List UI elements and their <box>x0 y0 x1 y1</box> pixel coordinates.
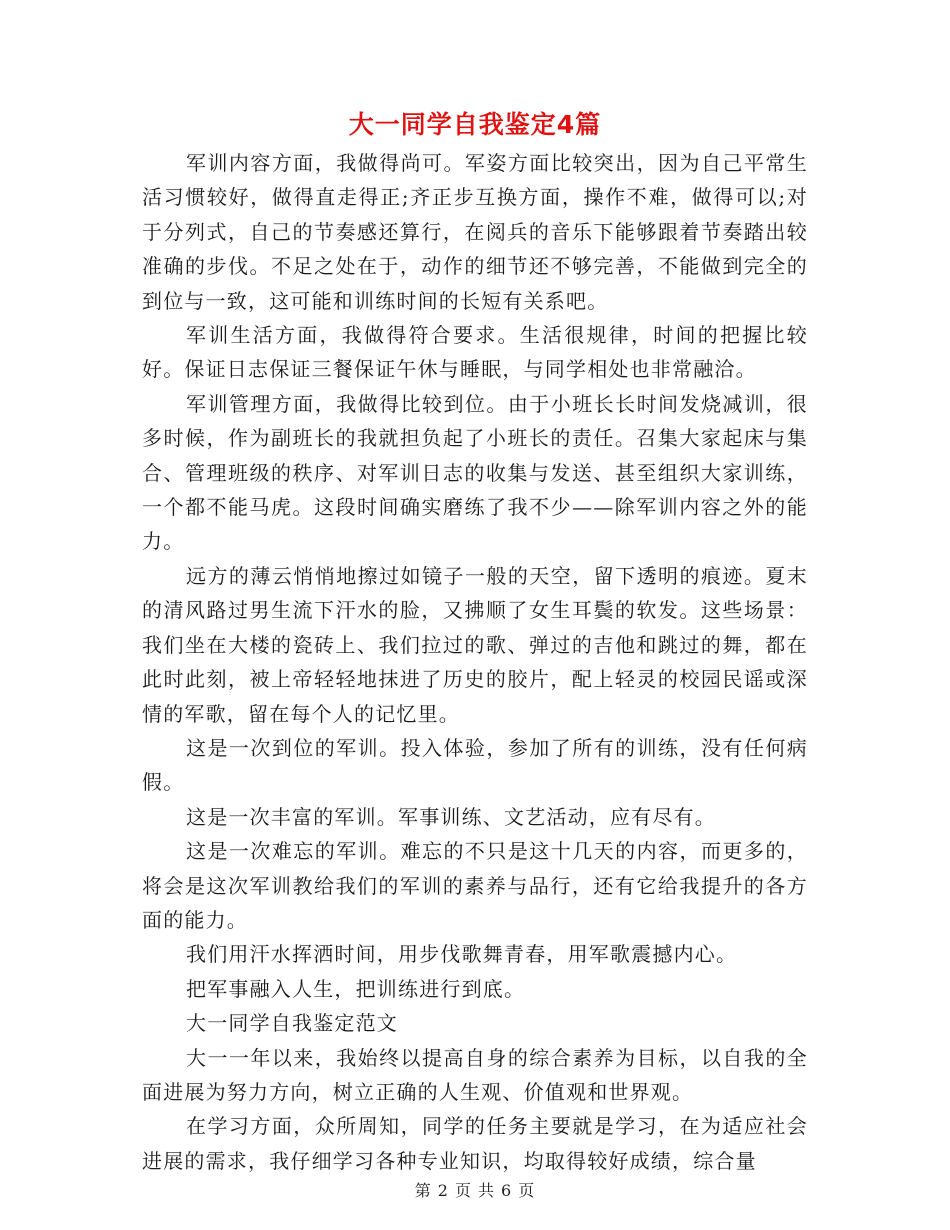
paragraph: 这是一次到位的军训。投入体验，参加了所有的训练，没有任何病假。 <box>142 735 808 795</box>
paragraph: 在学习方面，众所周知，同学的任务主要就是学习，在为适应社会进展的需求，我仔细学习各种专业知识，均取得较好成绩，综合量 <box>142 1114 808 1173</box>
footer-suffix: 页 <box>518 1181 536 1200</box>
footer-prefix: 第 <box>414 1181 432 1200</box>
document-title: 大一同学自我鉴定4篇 <box>348 110 602 139</box>
footer-total-word: 共 <box>478 1181 496 1200</box>
paragraph: 这是一次丰富的军训。军事训练、文艺活动，应有尽有。 <box>186 804 716 829</box>
paragraph: 军训管理方面，我做得比较到位。由于小班长长时间发烧减训，很多时候，作为副班长的我就担负起了小班长的责任。召集大家起床与集合、管理班级的秩序、对军训日志的收集与发送、甚至组织大家训练，一个都不能马虎。这段时间确实磨练了我不少——除军训内容之外的能力。 <box>142 391 808 554</box>
paragraph: 远方的薄云悄悄地擦过如镜子一般的天空，留下透明的痕迹。夏末的清风路过男生流下汗水的脸，又拂顺了女生耳鬓的软发。这些场景：我们坐在大楼的瓷砖上、我们拉过的歌、弹过的吉他和跳过的舞，都在此时此刻，被上帝轻轻地抹进了历史的胶片，配上轻灵的校园民谣或深情的军歌，留在每个人的记忆里。 <box>142 563 808 726</box>
page-footer <box>0 1180 950 1202</box>
paragraph: 军训内容方面，我做得尚可。军姿方面比较突出，因为自己平常生活习惯较好，做得直走得正;齐正步互换方面，操作不难，做得可以;对于分列式，自己的节奏感还算行，在阅兵的音乐下能够跟着节奏踏出较准确的步伐。不足之处在于，动作的细节还不够完善，不能做到完全的到位与一致，这可能和训练时间的长短有关系吧。 <box>142 151 808 313</box>
footer-page-word: 页 <box>454 1181 472 1200</box>
paragraph: 把军事融入人生，把训练进行到底。 <box>186 976 526 1001</box>
current-page-number: 2 <box>437 1181 449 1200</box>
paragraph: 军训生活方面，我做得符合要求。生活很规律，时间的把握比较好。保证日志保证三餐保证午休与睡眠，与同学相处也非常融洽。 <box>142 323 808 382</box>
document-body <box>142 146 808 1178</box>
paragraph: 这是一次难忘的军训。难忘的不只是这十几天的内容，而更多的，将会是这次军训教给我们的军训的素养与品行，还有它给我提升的各方面的能力。 <box>142 839 808 932</box>
section-heading: 大一同学自我鉴定范文 <box>186 1011 398 1036</box>
paragraph: 我们用汗水挥洒时间，用步伐歌舞青春，用军歌震撼内心。 <box>186 942 738 967</box>
total-pages-number: 6 <box>501 1181 513 1200</box>
paragraph: 大一一年以来，我始终以提高自身的综合素养为目标，以自我的全面进展为努力方向，树立正确的人生观、价值观和世界观。 <box>142 1045 808 1104</box>
